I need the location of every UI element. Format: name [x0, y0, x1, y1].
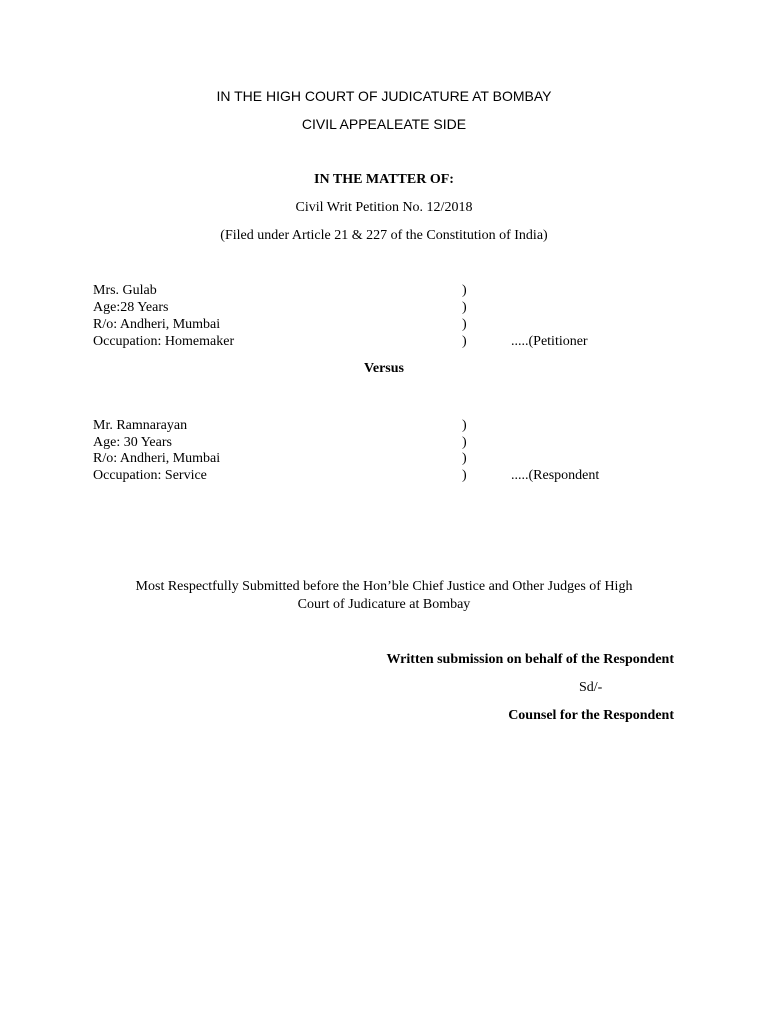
parenthesis: ): [462, 468, 467, 483]
petitioner-name: Mrs. Gulab: [93, 283, 157, 298]
respondent-name: Mr. Ramnarayan: [93, 418, 188, 433]
submission-line-1: Most Respectfully Submitted before the Hon’ble Chief Justice and Other Judges of High: [135, 579, 633, 594]
signature-text: Sd/-: [579, 680, 603, 695]
matter-label: IN THE MATTER OF:: [314, 172, 454, 187]
side-heading: CIVIL APPEALEATE SIDE: [301, 116, 467, 132]
court-heading: IN THE HIGH COURT OF JUDICATURE AT BOMBAY: [216, 88, 552, 104]
parenthesis: ): [462, 418, 467, 433]
parenthesis: ): [462, 300, 467, 315]
filed-under: (Filed under Article 21 & 227 of the Constitution of India): [220, 228, 548, 243]
petitioner-residence: R/o: Andheri, Mumbai: [93, 317, 221, 332]
petition-number: Civil Writ Petition No. 12/2018: [295, 200, 473, 215]
parenthesis: ): [462, 334, 467, 349]
versus-label: Versus: [364, 361, 404, 376]
parenthesis: ): [462, 317, 467, 332]
respondent-role: .....(Respondent: [511, 468, 600, 483]
respondent-age: Age: 30 Years: [93, 435, 172, 450]
submission-line-2: Court of Judicature at Bombay: [297, 597, 471, 612]
parenthesis: ): [462, 451, 467, 466]
parenthesis: ): [462, 283, 467, 298]
petitioner-age: Age:28 Years: [93, 300, 169, 315]
respondent-residence: R/o: Andheri, Mumbai: [93, 451, 221, 466]
counsel-label: Counsel for the Respondent: [508, 708, 674, 723]
petitioner-occupation: Occupation: Homemaker: [93, 334, 235, 349]
respondent-occupation: Occupation: Service: [93, 468, 207, 483]
parenthesis: ): [462, 435, 467, 450]
written-submission-label: Written submission on behalf of the Respondent: [386, 652, 674, 667]
petitioner-role: .....(Petitioner: [511, 334, 588, 349]
